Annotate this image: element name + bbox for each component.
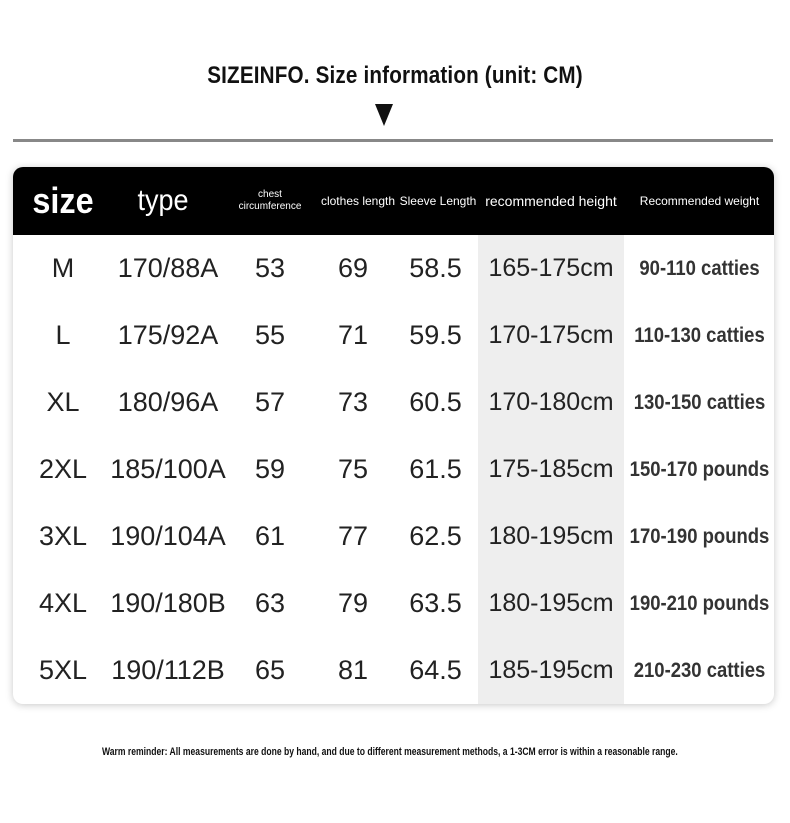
header-clothes-length: clothes length xyxy=(320,193,396,208)
cell-sleeve-length: 61.5 xyxy=(409,454,462,484)
cell-recommended-height: 185-195cm xyxy=(488,656,614,684)
cell-recommended-weight: 130-150 catties xyxy=(633,390,766,414)
cell-clothes-length: 79 xyxy=(337,588,369,618)
cell-chest: 59 xyxy=(254,454,286,484)
warm-reminder-note: Warm reminder: All measurements are done by hand, and due to different measurement methods, a 1-3CM error is within a reasonable range. xyxy=(102,746,678,758)
header-size: size xyxy=(32,180,94,222)
cell-sleeve-length: 64.5 xyxy=(409,655,462,685)
arrow-down-icon xyxy=(375,104,393,126)
cell-chest: 57 xyxy=(254,387,286,417)
cell-recommended-height: 175-185cm xyxy=(488,455,614,483)
cell-recommended-weight: 90-110 catties xyxy=(639,256,760,280)
header-recommended-weight: Recommended weight xyxy=(639,193,760,208)
cell-recommended-height: 180-195cm xyxy=(488,522,614,550)
cell-size: XL xyxy=(46,387,80,417)
cell-type: 180/96A xyxy=(117,387,219,417)
cell-recommended-weight: 170-190 pounds xyxy=(629,524,770,548)
cell-size: 5XL xyxy=(38,655,88,685)
cell-type: 170/88A xyxy=(117,253,219,283)
cell-recommended-weight: 150-170 pounds xyxy=(629,457,770,481)
cell-chest: 55 xyxy=(254,320,286,350)
cell-recommended-weight: 110-130 catties xyxy=(634,323,765,347)
cell-sleeve-length: 59.5 xyxy=(409,320,462,350)
cell-type: 190/104A xyxy=(110,521,226,551)
cell-sleeve-length: 58.5 xyxy=(409,253,462,283)
page-title: SIZEINFO. Size information (unit: CM) xyxy=(207,62,583,89)
divider xyxy=(13,139,773,142)
cell-type: 185/100A xyxy=(110,454,226,484)
cell-recommended-height: 170-175cm xyxy=(488,321,614,349)
cell-chest: 61 xyxy=(254,521,286,551)
header-sleeve-length: Sleeve Length xyxy=(399,193,477,208)
table-row xyxy=(13,302,774,369)
cell-size: 2XL xyxy=(38,454,88,484)
cell-size: 3XL xyxy=(38,521,88,551)
cell-recommended-weight: 210-230 catties xyxy=(633,658,766,682)
header-type: type xyxy=(137,184,189,217)
cell-size: 4XL xyxy=(38,588,88,618)
cell-clothes-length: 69 xyxy=(337,253,369,283)
cell-recommended-height: 170-180cm xyxy=(488,388,614,416)
cell-sleeve-length: 63.5 xyxy=(409,588,462,618)
table-row xyxy=(13,570,774,637)
cell-size: L xyxy=(55,320,71,350)
cell-clothes-length: 75 xyxy=(337,454,369,484)
table-row xyxy=(13,436,774,503)
table-row xyxy=(13,637,774,704)
cell-sleeve-length: 62.5 xyxy=(409,521,462,551)
header-chest-line2: circumference xyxy=(238,201,302,212)
cell-type: 190/112B xyxy=(111,655,225,685)
cell-recommended-height: 165-175cm xyxy=(488,254,614,282)
cell-chest: 53 xyxy=(254,253,286,283)
table-row xyxy=(13,369,774,436)
cell-recommended-weight: 190-210 pounds xyxy=(629,591,770,615)
cell-size: M xyxy=(51,253,75,283)
table-row xyxy=(13,235,774,302)
table-row xyxy=(13,503,774,570)
cell-clothes-length: 77 xyxy=(337,521,369,551)
cell-clothes-length: 81 xyxy=(337,655,369,685)
cell-chest: 65 xyxy=(254,655,286,685)
table-header xyxy=(13,167,774,235)
cell-type: 190/180B xyxy=(110,588,226,618)
header-recommended-height: recommended height xyxy=(485,192,617,209)
cell-clothes-length: 71 xyxy=(337,320,369,350)
header-chest-line1: chest xyxy=(258,189,282,200)
cell-sleeve-length: 60.5 xyxy=(409,387,462,417)
cell-recommended-height: 180-195cm xyxy=(488,589,614,617)
header-chest xyxy=(235,167,305,235)
cell-type: 175/92A xyxy=(117,320,219,350)
cell-chest: 63 xyxy=(254,588,286,618)
size-chart-table xyxy=(13,167,774,704)
cell-clothes-length: 73 xyxy=(337,387,369,417)
